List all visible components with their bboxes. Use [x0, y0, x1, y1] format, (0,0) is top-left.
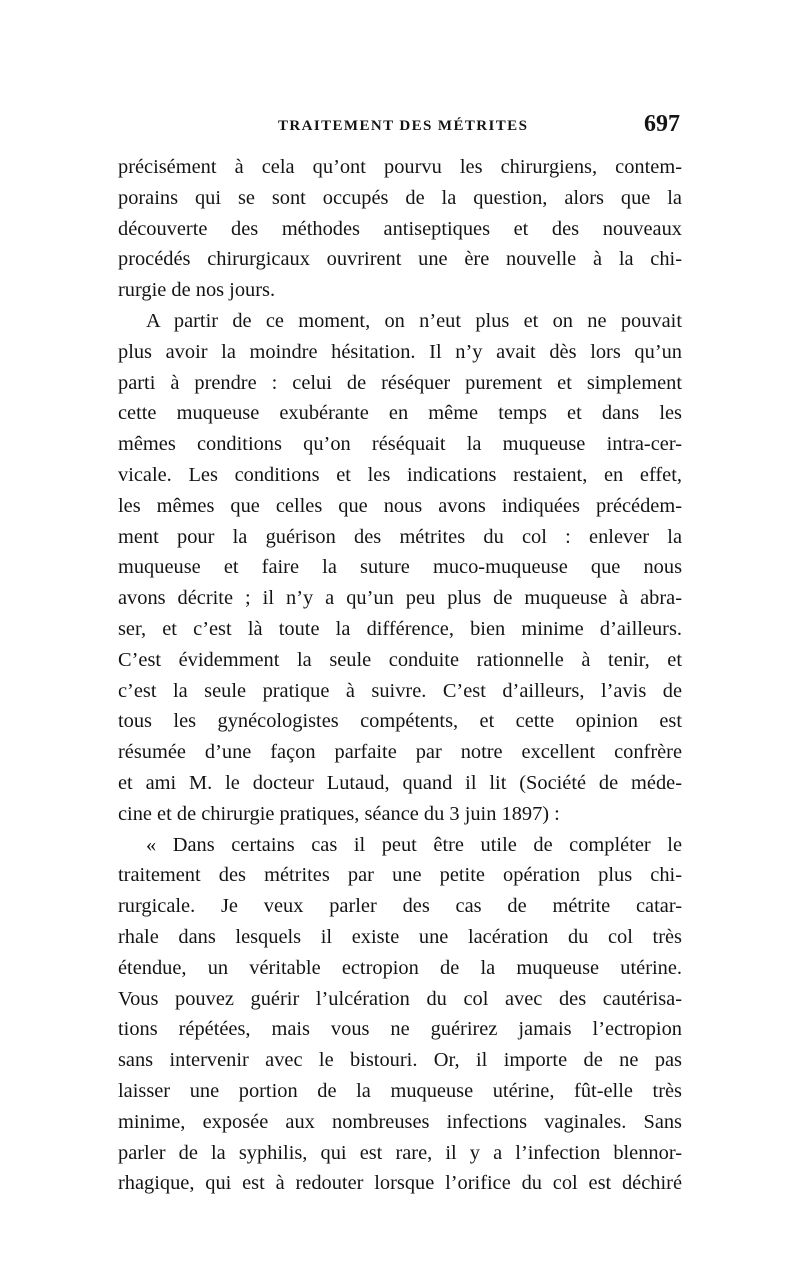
text-line: parti à prendre : celui de réséquer purement et simplement	[118, 371, 682, 394]
text-line: les mêmes que celles que nous avons indiquées précédem-	[118, 494, 682, 517]
text-line: Vous pouvez guérir l’ulcération du col avec des cautérisa-	[118, 987, 682, 1010]
text-line: rurgicale. Je veux parler des cas de métrite catar-	[118, 895, 682, 918]
text-line: tous les gynécologistes compétents, et cette opinion est	[118, 710, 682, 733]
text-line: laisser une portion de la muqueuse utérine, fût-elle très	[118, 1079, 682, 1102]
text-line: c’est la seule pratique à suivre. C’est d’ailleurs, l’avis de	[118, 679, 682, 702]
text-line: « Dans certains cas il peut être utile de compléter le	[146, 833, 682, 856]
text-line: plus avoir la moindre hésitation. Il n’y avait dès lors qu’un	[118, 340, 682, 363]
text-line: étendue, un véritable ectropion de la muqueuse utérine.	[118, 956, 682, 979]
text-line: vicale. Les conditions et les indications restaient, en effet,	[118, 463, 682, 486]
text-line: rhale dans lesquels il existe une lacération du col très	[118, 925, 682, 948]
text-line: parler de la syphilis, qui est rare, il y a l’infection blennor-	[118, 1141, 682, 1164]
text-line: ment pour la guérison des métrites du col : enlever la	[118, 525, 682, 548]
text-line: rhagique, qui est à redouter lorsque l’orifice du col est déchiré	[118, 1172, 682, 1195]
text-line: traitement des métrites par une petite opération plus chi-	[118, 864, 682, 887]
text-line: ser, et c’est là toute la différence, bien minime d’ailleurs.	[118, 617, 682, 640]
body-text	[118, 152, 682, 1199]
text-line: A partir de ce moment, on n’eut plus et on ne pouvait	[146, 309, 682, 332]
text-line: C’est évidemment la seule conduite rationnelle à tenir, et	[118, 648, 682, 671]
text-line: et ami M. le docteur Lutaud, quand il lit (Société de méde-	[118, 771, 682, 794]
text-line: mêmes conditions qu’on réséquait la muqueuse intra-cer-	[118, 433, 682, 456]
page-header	[118, 110, 682, 144]
text-line: minime, exposée aux nombreuses infections vaginales. Sans	[118, 1110, 682, 1133]
text-line: découverte des méthodes antiseptiques et des nouveaux	[118, 217, 682, 240]
text-line: porains qui se sont occupés de la question, alors que la	[118, 186, 682, 209]
text-line: avons décrite ; il n’y a qu’un peu plus de muqueuse à abra-	[118, 587, 682, 610]
text-line: sans intervenir avec le bistouri. Or, il importe de ne pas	[118, 1049, 682, 1072]
text-line: cine et de chirurgie pratiques, séance du 3 juin 1897) :	[118, 802, 560, 825]
text-line: tions répétées, mais vous ne guérirez jamais l’ectropion	[118, 1018, 682, 1041]
text-line: cette muqueuse exubérante en même temps et dans les	[118, 402, 682, 425]
text-line: résumée d’une façon parfaite par notre excellent confrère	[118, 741, 682, 764]
text-line: rurgie de nos jours.	[118, 279, 276, 302]
running-title: TRAITEMENT DES MÉTRITES	[278, 118, 529, 134]
text-line: muqueuse et faire la suture muco-muqueuse que nous	[118, 556, 682, 579]
text-line: précisément à cela qu’ont pourvu les chirurgiens, contem-	[118, 156, 682, 178]
text-line: procédés chirurgicaux ouvrirent une ère nouvelle à la chi-	[118, 248, 682, 271]
page-number: 697	[644, 111, 680, 137]
